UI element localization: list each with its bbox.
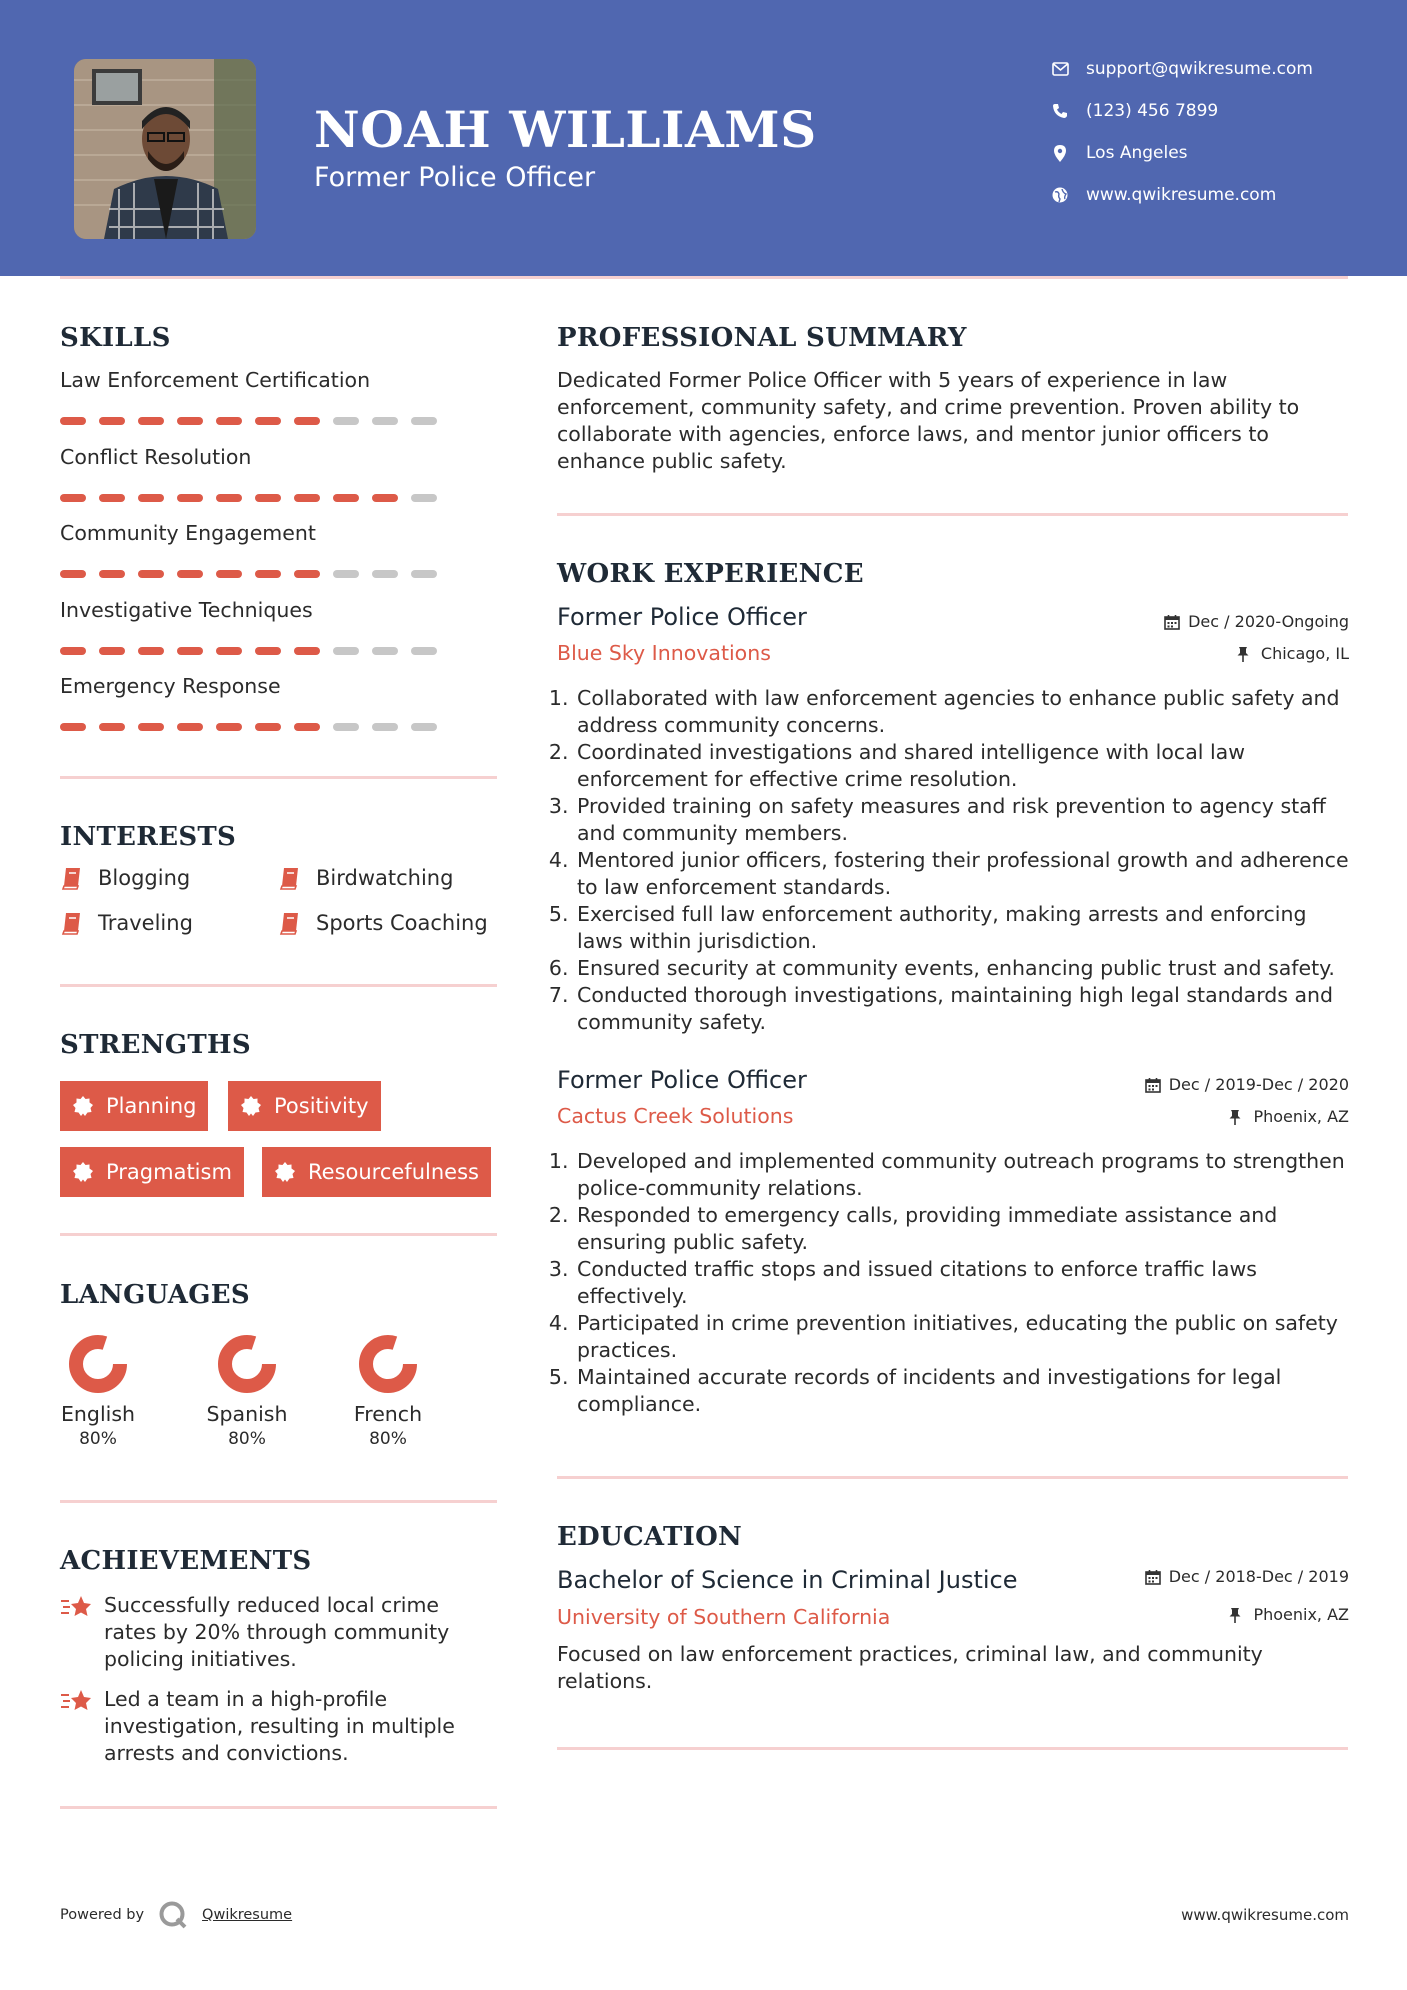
skill-rating-dot <box>333 417 359 425</box>
interest-item <box>278 866 453 890</box>
list-item: 1. Developed and implemented community outreach programs to strengthen police-community relations. <box>575 1148 1357 1202</box>
skill-rating-dot <box>216 647 242 655</box>
language-progress-ring <box>66 1332 130 1396</box>
skill-rating-dot <box>255 570 281 578</box>
job-title: Former Police Officer <box>557 1066 807 1094</box>
language-progress-ring <box>215 1332 279 1396</box>
skill-rating-dot <box>177 723 203 731</box>
skill-rating-dot <box>138 494 164 502</box>
education-location-text: Phoenix, AZ <box>1253 1605 1349 1624</box>
skill-rating-dot <box>99 723 125 731</box>
globe-icon <box>1050 185 1070 205</box>
skill-rating-dot <box>138 417 164 425</box>
list-item: 2. Responded to emergency calls, providing immediate assistance and ensuring public safety. <box>575 1202 1357 1256</box>
language-name: French <box>353 1402 423 1426</box>
badge-star-icon <box>274 1161 296 1183</box>
interest-label: Traveling <box>98 911 193 935</box>
skill-rating-dot <box>138 723 164 731</box>
interest-item <box>60 911 193 935</box>
skills-heading: SKILLS <box>60 323 171 353</box>
section-divider <box>60 1806 497 1809</box>
education-description: Focused on law enforcement practices, criminal law, and community relations. <box>557 1642 1263 1693</box>
job-date <box>1145 1075 1349 1094</box>
strength-badge <box>228 1081 381 1131</box>
list-item: 3. Provided training on safety measures and risk prevention to agency staff and community members. <box>575 793 1357 847</box>
pushpin-icon <box>1237 646 1253 662</box>
achievements-heading: ACHIEVEMENTS <box>60 1546 312 1576</box>
language-progress-arc <box>76 1342 120 1386</box>
skill-rating-dot <box>138 647 164 655</box>
strengths-heading: STRENGTHS <box>60 1030 251 1060</box>
skill-rating-dot <box>99 570 125 578</box>
strength-label: Resourcefulness <box>308 1160 479 1184</box>
job-location-text: Phoenix, AZ <box>1253 1107 1349 1126</box>
list-item: 5. Exercised full law enforcement authority, making arrests and enforcing laws within jurisdiction. <box>575 901 1357 955</box>
education-heading: EDUCATION <box>557 1522 743 1552</box>
language-item <box>38 1332 158 1449</box>
interest-label: Birdwatching <box>316 866 454 890</box>
phone-icon <box>1050 101 1070 121</box>
badge-star-icon <box>72 1095 94 1117</box>
section-divider <box>557 1747 1348 1750</box>
skill-rating-dot <box>411 494 437 502</box>
skill-rating-dot <box>255 417 281 425</box>
section-divider <box>60 1233 497 1236</box>
skill-rating-dot <box>294 647 320 655</box>
skill-rating-dot <box>177 494 203 502</box>
strength-label: Positivity <box>274 1094 369 1118</box>
language-item <box>328 1332 448 1449</box>
skill-rating-dot <box>411 417 437 425</box>
skill-rating-dot <box>255 647 281 655</box>
skill-label: Investigative Techniques <box>60 598 313 622</box>
summary-text: Dedicated Former Police Officer with 5 years of experience in law enforcement, community safety, and crime prevention. Proven ability to collaborate with agencies, enforce laws, and mentor junior officers to enhance public safety. <box>557 368 1300 473</box>
language-percent: 80% <box>369 1429 407 1449</box>
qwikresume-link[interactable]: Qwikresume <box>202 1907 293 1923</box>
language-progress-ring <box>356 1332 420 1396</box>
language-name: Spanish <box>206 1402 288 1426</box>
skill-rating-dot <box>99 494 125 502</box>
school-name: University of Southern California <box>557 1605 891 1629</box>
section-divider <box>557 1476 1348 1479</box>
skill-rating-dot <box>216 417 242 425</box>
language-progress-arc <box>366 1342 410 1386</box>
job-responsibilities <box>557 1148 1357 1418</box>
education-location <box>1229 1605 1349 1624</box>
section-divider <box>60 776 497 779</box>
contact-location-text: Los Angeles <box>1086 143 1188 163</box>
skill-rating-dot <box>411 723 437 731</box>
skill-label: Law Enforcement Certification <box>60 368 371 392</box>
skill-rating-dot <box>216 570 242 578</box>
job-responsibilities <box>557 685 1357 1036</box>
skill-rating-dot <box>60 647 86 655</box>
achievement-text: Led a team in a high-profile investigation, resulting in multiple arrests and convictions. <box>104 1687 455 1765</box>
skill-rating-dot <box>372 417 398 425</box>
skill-rating-dot <box>177 570 203 578</box>
skill-rating-dot <box>255 723 281 731</box>
list-item: 1. Collaborated with law enforcement agencies to enhance public safety and address community concerns. <box>575 685 1357 739</box>
achievement-text: Successfully reduced local crime rates by 20% through community policing initiatives. <box>104 1593 450 1671</box>
skill-rating <box>60 723 437 731</box>
strength-badge <box>60 1147 244 1197</box>
location-pin-icon <box>1050 143 1070 163</box>
footer-powered-by <box>60 1900 292 1930</box>
job-company: Cactus Creek Solutions <box>557 1104 794 1128</box>
contact-location <box>1050 138 1370 168</box>
skill-rating-dot <box>372 494 398 502</box>
skill-rating-dot <box>294 570 320 578</box>
contact-email[interactable] <box>1050 54 1370 84</box>
interest-item <box>278 911 488 935</box>
language-percent: 80% <box>79 1429 117 1449</box>
candidate-title: Former Police Officer <box>314 162 596 193</box>
envelope-icon <box>1050 59 1070 79</box>
skill-rating-dot <box>372 570 398 578</box>
skill-rating-dot <box>333 647 359 655</box>
header-banner <box>0 0 1407 276</box>
contact-website[interactable] <box>1050 180 1370 210</box>
skill-rating <box>60 417 437 425</box>
language-name: English <box>60 1402 136 1426</box>
skill-rating-dot <box>216 494 242 502</box>
skill-rating-dot <box>60 723 86 731</box>
skill-rating-dot <box>294 494 320 502</box>
summary-heading: PROFESSIONAL SUMMARY <box>557 323 967 353</box>
contact-email-text: support@qwikresume.com <box>1086 59 1313 79</box>
degree-title: Bachelor of Science in Criminal Justice <box>557 1566 1018 1594</box>
list-item: 4. Mentored junior officers, fostering their professional growth and adherence to law enforcement standards. <box>575 847 1357 901</box>
skill-rating-dot <box>138 570 164 578</box>
job-date <box>1164 612 1349 631</box>
interests-heading: INTERESTS <box>60 822 237 852</box>
contact-phone[interactable] <box>1050 96 1370 126</box>
qwikresume-logo-icon <box>158 1900 188 1930</box>
contact-phone-text: (123) 456 7899 <box>1086 101 1219 121</box>
book-icon <box>278 866 302 890</box>
skill-rating-dot <box>99 647 125 655</box>
contact-website-text: www.qwikresume.com <box>1086 185 1277 205</box>
skill-rating <box>60 647 437 655</box>
skill-rating-dot <box>60 417 86 425</box>
interest-item <box>60 866 190 890</box>
skill-rating <box>60 494 437 502</box>
skill-rating-dot <box>99 417 125 425</box>
footer-url[interactable]: www.qwikresume.com <box>1181 1906 1349 1924</box>
list-item: 2. Coordinated investigations and shared intelligence with local law enforcement for effective crime resolution. <box>575 739 1357 793</box>
language-item <box>187 1332 307 1449</box>
section-divider <box>557 513 1348 516</box>
language-percent: 80% <box>228 1429 266 1449</box>
job-date-text: Dec / 2020-Ongoing <box>1188 612 1349 631</box>
strength-label: Planning <box>106 1094 197 1118</box>
skill-rating <box>60 570 437 578</box>
skill-rating-dot <box>333 570 359 578</box>
skill-rating-dot <box>372 647 398 655</box>
skill-rating-dot <box>60 570 86 578</box>
skill-rating-dot <box>411 647 437 655</box>
strength-label: Pragmatism <box>106 1160 232 1184</box>
candidate-name: NOAH WILLIAMS <box>314 100 817 159</box>
job-location-text: Chicago, IL <box>1260 644 1349 663</box>
skill-rating-dot <box>255 494 281 502</box>
job-date-text: Dec / 2019-Dec / 2020 <box>1168 1075 1349 1094</box>
skill-label: Conflict Resolution <box>60 445 252 469</box>
list-item: 6. Ensured security at community events, enhancing public trust and safety. <box>575 955 1357 982</box>
languages-heading: LANGUAGES <box>60 1280 250 1310</box>
calendar-icon <box>1145 1077 1161 1093</box>
skill-rating-dot <box>372 723 398 731</box>
skill-rating-dot <box>294 417 320 425</box>
skill-rating-dot <box>294 723 320 731</box>
skill-rating-dot <box>216 723 242 731</box>
list-item: 5. Maintained accurate records of incidents and investigations for legal compliance. <box>575 1364 1357 1418</box>
achievement-item <box>60 1686 484 1767</box>
skill-label: Community Engagement <box>60 521 316 545</box>
skill-rating-dot <box>333 494 359 502</box>
header-divider <box>60 276 1348 279</box>
shooting-star-icon <box>60 1686 94 1716</box>
pushpin-icon <box>1229 1109 1245 1125</box>
list-item: 4. Participated in crime prevention initiatives, educating the public on safety practices. <box>575 1310 1357 1364</box>
language-progress-arc <box>225 1342 269 1386</box>
strength-badge <box>262 1147 491 1197</box>
calendar-icon <box>1164 614 1180 630</box>
experience-heading: WORK EXPERIENCE <box>557 559 864 589</box>
strength-badge <box>60 1081 208 1131</box>
profile-photo <box>74 59 256 239</box>
calendar-icon <box>1145 1569 1161 1585</box>
interest-label: Sports Coaching <box>316 911 488 935</box>
job-location <box>1237 644 1349 663</box>
skill-rating-dot <box>411 570 437 578</box>
section-divider <box>60 1500 497 1503</box>
skill-rating-dot <box>177 417 203 425</box>
job-location <box>1229 1107 1349 1126</box>
badge-star-icon <box>72 1161 94 1183</box>
powered-by-text: Powered by <box>60 1907 145 1923</box>
skill-rating-dot <box>177 647 203 655</box>
job-title: Former Police Officer <box>557 603 807 631</box>
list-item: 3. Conducted traffic stops and issued citations to enforce traffic laws effectively. <box>575 1256 1357 1310</box>
pushpin-icon <box>1229 1607 1245 1623</box>
skill-label: Emergency Response <box>60 674 281 698</box>
book-icon <box>60 911 84 935</box>
education-date <box>1145 1567 1349 1586</box>
book-icon <box>278 911 302 935</box>
job-company: Blue Sky Innovations <box>557 641 771 665</box>
education-date-text: Dec / 2018-Dec / 2019 <box>1168 1567 1349 1586</box>
interest-label: Blogging <box>98 866 191 890</box>
shooting-star-icon <box>60 1592 94 1622</box>
achievement-item <box>60 1592 484 1673</box>
book-icon <box>60 866 84 890</box>
skill-rating-dot <box>333 723 359 731</box>
section-divider <box>60 984 497 987</box>
badge-star-icon <box>240 1095 262 1117</box>
list-item: 7. Conducted thorough investigations, maintaining high legal standards and community safety. <box>575 982 1357 1036</box>
skill-rating-dot <box>60 494 86 502</box>
